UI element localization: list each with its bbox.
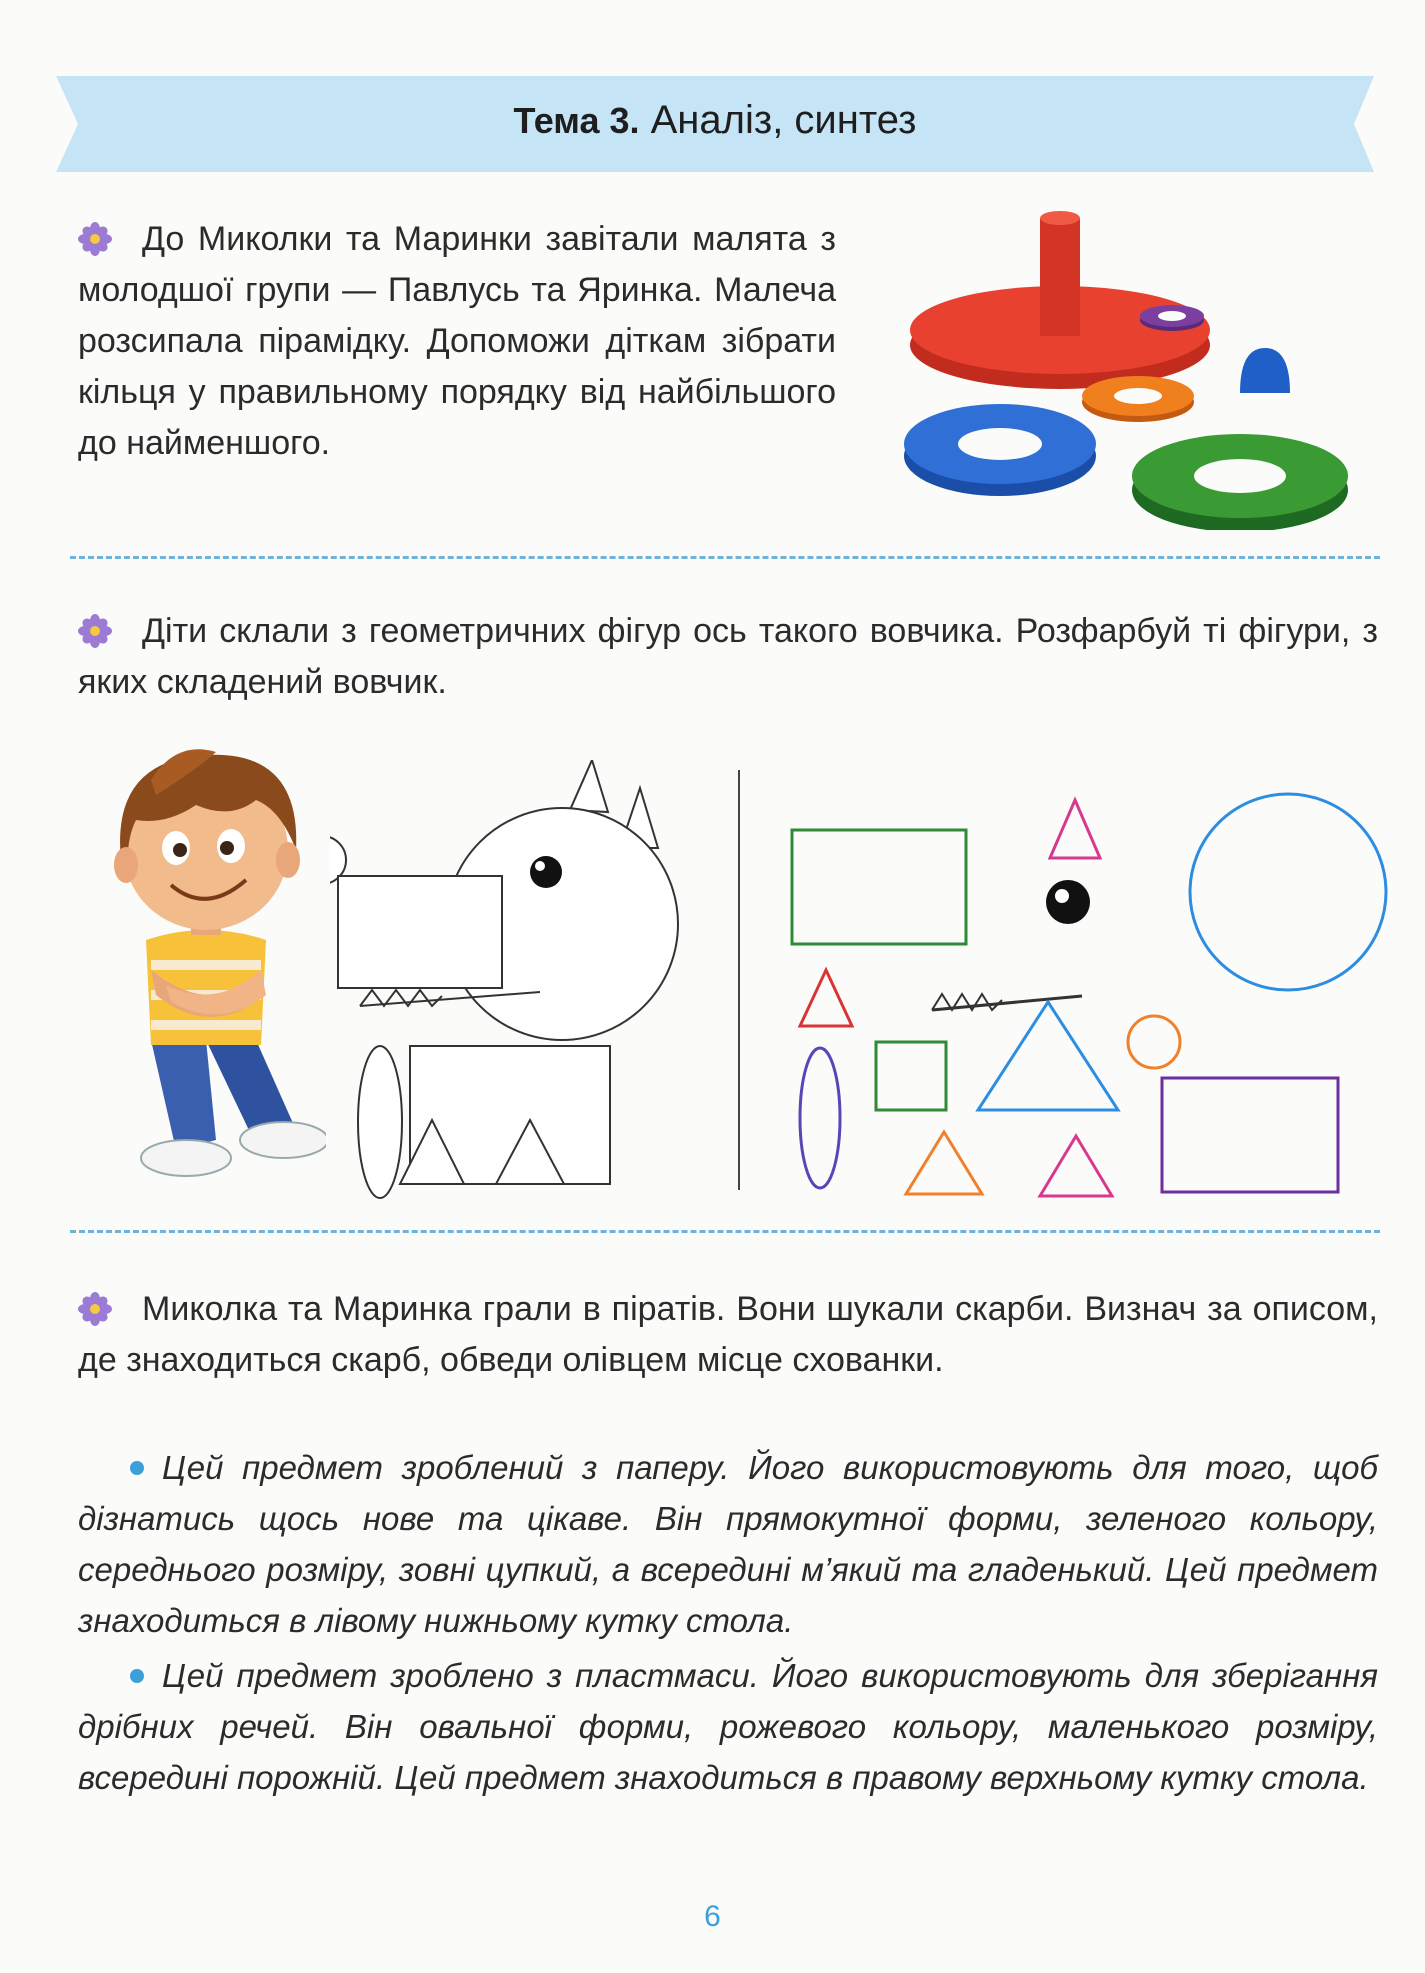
clue-1-text: Цей предмет зроблений з паперу. Його використовують для того, щоб дізнатись щось нове та цікаве. Він прямокутної форми, зеленого кольору, середнього розміру, зовні цупкий, а всередині м’який та гладенький. Цей предмет знаходиться в лівому нижньому кутку стола. bbox=[78, 1449, 1378, 1639]
wolf-ear-triangle-left bbox=[570, 760, 608, 812]
task-3-body: Миколка та Маринка грали в піратів. Вони шукали скарби. Визнач за описом, де знаходиться скарб, обведи олівцем місце схованки. bbox=[78, 1290, 1378, 1379]
boy-character-illustration bbox=[56, 740, 326, 1190]
pink-triangle-shape bbox=[1050, 800, 1100, 858]
blue-circle-shape bbox=[1190, 794, 1386, 990]
clue-item-2 bbox=[78, 1650, 1378, 1803]
topic-title: Аналіз, синтез bbox=[650, 98, 917, 142]
topic-label: Тема 3. bbox=[513, 100, 640, 141]
flower-icon bbox=[78, 614, 112, 648]
page-number: 6 bbox=[704, 1900, 721, 1933]
blue-triangle-shape bbox=[978, 1002, 1118, 1110]
red-triangle-shape bbox=[800, 970, 852, 1026]
wolf-eye bbox=[530, 856, 562, 888]
wolf-tail-ellipse bbox=[358, 1046, 402, 1198]
task-2-body: Діти склали з геометричних фігур ось такого вовчика. Розфарбуй ті фігури, з яких складений вовчик. bbox=[78, 612, 1378, 701]
flower-icon bbox=[78, 222, 112, 256]
clue-item-1 bbox=[78, 1442, 1378, 1646]
pyramid-toy-illustration bbox=[900, 200, 1350, 530]
wolf-shapes-figure bbox=[330, 760, 710, 1200]
bullet-dot-icon bbox=[130, 1669, 144, 1683]
bullet-dot-icon bbox=[130, 1461, 144, 1475]
task-1-body: До Миколки та Маринки завітали малята з молодшої групи — Павлусь та Яринка. Малеча розсипала пірамідку. Допоможи діткам зібрати кільця у правильному порядку від найбільшого до найменшого. bbox=[78, 220, 836, 462]
clue-2-text: Цей предмет зроблено з пластмаси. Його використовують для зберігання дрібних речей. Він овальної форми, рожевого кольору, маленького розміру, всередині порожній. Цей предмет знаходиться в правому верхньому кутку стола. bbox=[78, 1657, 1378, 1796]
purple-rectangle-shape bbox=[1162, 1078, 1338, 1192]
wolf-muzzle-rectangle bbox=[338, 876, 502, 988]
violet-ellipse-shape bbox=[800, 1048, 840, 1188]
figure-separator-line bbox=[738, 770, 740, 1190]
task-2-text bbox=[78, 606, 1378, 708]
section-divider bbox=[70, 556, 1380, 559]
orange-triangle-shape bbox=[906, 1132, 982, 1194]
page-title bbox=[56, 98, 1374, 143]
section-divider bbox=[70, 1230, 1380, 1233]
shape-options-set bbox=[770, 770, 1390, 1210]
flower-icon bbox=[78, 1292, 112, 1326]
eye-shape bbox=[1046, 880, 1090, 924]
orange-circle-shape bbox=[1128, 1016, 1180, 1068]
green-square-shape bbox=[876, 1042, 946, 1110]
task-3-text bbox=[78, 1284, 1378, 1386]
green-rectangle-shape bbox=[792, 830, 966, 944]
task-1-text bbox=[78, 214, 836, 469]
pink-triangle-shape-small bbox=[1040, 1136, 1112, 1196]
topic-banner bbox=[56, 76, 1374, 172]
